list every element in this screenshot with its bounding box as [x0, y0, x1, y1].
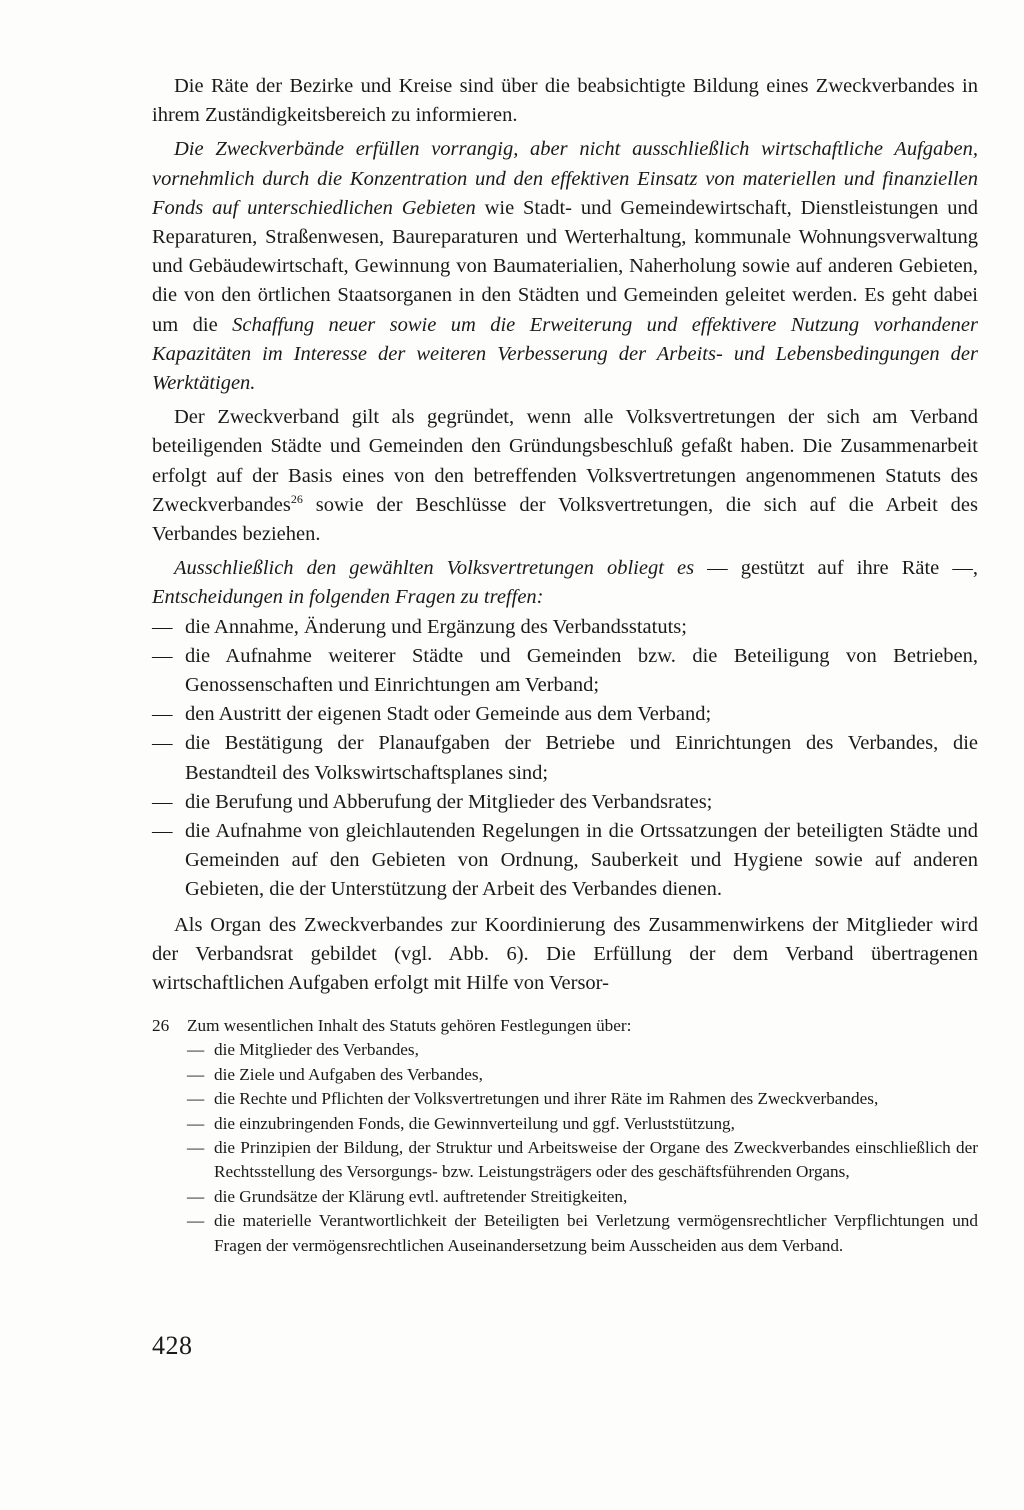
footnote-item-text: die Prinzipien der Bildung, der Struktur und Arbeitsweise der Organe des Zweckverbandes einschließlich der Rechtsstellung des Versorgungs- bzw. Leistungsträgers oder des geschäftsführenden Organs,	[214, 1138, 978, 1182]
footnote-number: 26	[152, 1016, 170, 1035]
list-item	[152, 700, 978, 729]
paragraph-5	[152, 911, 978, 999]
paragraph-2-emphasis-end: Schaffung neuer sowie um die Erweiterung und effektivere Nutzung vorhandener Kapazitäten im Interesse der weiteren Verbesserung der Arbeits- und Lebensbedingungen der Werktätigen.	[152, 313, 978, 395]
footnote-list-item	[187, 1136, 978, 1185]
list-item-text: die Bestätigung der Planaufgaben der Betriebe und Einrichtungen des Verbandes, die Bestandteil des Volkswirtschaftsplanes sind;	[185, 732, 978, 784]
footnote-item-text: die Grundsätze der Klärung evtl. auftretender Streitigkeiten,	[214, 1186, 628, 1206]
list-item	[152, 817, 978, 905]
dash-bullet: —	[152, 732, 173, 755]
list-item-text: die Aufnahme weiterer Städte und Gemeinden bzw. die Beteiligung von Betrieben, Genossenschaften und Einrichtungen am Verband;	[185, 644, 978, 697]
list-item-text: die Berufung und Abberufung der Mitglieder des Verbandsrates;	[185, 790, 713, 813]
paragraph-2-text: wie Stadt- und Gemeindewirtschaft, Dienstleistungen und Reparaturen, Straßenwesen, Baureparaturen und Werterhaltung, kommunale Wohnungsverwaltung und Gebäudewirtschaft, Gewinnung von Baumaterialien, Naherholung sowie auf anderen Gebieten, die von den örtlichen Staatsorganen in den Städten und Gemeinden geleitet werden. Es geht dabei um die	[152, 196, 978, 336]
list-item	[152, 642, 978, 700]
footnote-intro	[152, 1014, 978, 1038]
dash-bullet: —	[187, 1138, 205, 1158]
page-number: 428	[152, 1331, 193, 1360]
paragraph-1	[152, 72, 978, 130]
paragraph-4	[152, 554, 978, 612]
footnote-item-text: die Ziele und Aufgaben des Verbandes,	[214, 1064, 483, 1084]
footnote-list	[152, 1038, 978, 1258]
dash-bullet: —	[152, 790, 173, 813]
paragraph-3-text: Der Zweckverband gilt als gegründet, wenn alle Volksvertretungen der sich am Verband beteiligenden Städte und Gemeinden den Gründungsbeschluß gefaßt haben. Die Zusammenarbeit erfolgt auf der Basis eines von den betreffenden Volksvertretungen angenommenen Statuts des Zweckverbandes	[152, 406, 978, 516]
paragraph-2	[152, 135, 978, 398]
dash-bullet: —	[187, 1089, 205, 1109]
footnote-list-item	[187, 1038, 978, 1062]
decision-list	[152, 613, 978, 905]
dash-bullet: —	[187, 1186, 205, 1206]
list-item	[152, 729, 978, 787]
footnote-item-text: die einzubringenden Fonds, die Gewinnverteilung und ggf. Verluststützung,	[214, 1113, 735, 1133]
dash-bullet: —	[152, 644, 173, 667]
footnote-list-item	[187, 1185, 978, 1209]
paragraph-4-emphasis-end: Entscheidungen in folgenden Fragen zu treffen:	[152, 586, 544, 609]
footnote-item-text: die Rechte und Pflichten der Volksvertretungen und ihrer Räte im Rahmen des Zweckverbandes,	[214, 1089, 879, 1109]
footnote-list-item	[187, 1209, 978, 1258]
footnote-item-text: die materielle Verantwortlichkeit der Beteiligten bei Verletzung vermögensrechtlicher Verpflichtungen und Fragen der vermögensrechtlichen Auseinandersetzung beim Ausscheiden aus dem Verband.	[214, 1211, 978, 1255]
paragraph-2-emphasis: Die Zweckverbände erfüllen vorrangig, aber nicht ausschließlich wirtschaftliche Aufgaben, vornehmlich durch die Konzentration und den effektiven Einsatz von materiellen und finanziellen Fonds auf unterschiedlichen Gebieten	[152, 138, 978, 219]
main-text	[152, 72, 978, 998]
dash-bullet: —	[187, 1211, 205, 1231]
dash-bullet: —	[187, 1113, 205, 1133]
paragraph-1-text: Die Räte der Bezirke und Kreise sind über die beabsichtigte Bildung eines Zweckverbandes in ihrem Zuständigkeitsbereich zu informieren.	[152, 75, 978, 127]
dash-bullet: —	[152, 820, 173, 843]
dash-bullet: —	[152, 703, 173, 726]
paragraph-3-text-end: sowie der Beschlüsse der Volksvertretungen, die sich auf die Arbeit des Verbandes beziehen.	[152, 493, 978, 546]
footnote-list-item	[187, 1063, 978, 1087]
footnote-item-text: die Mitglieder des Verbandes,	[214, 1040, 419, 1060]
paragraph-4-text: — gestützt auf ihre Räte —,	[694, 557, 978, 580]
footnote-intro-text: Zum wesentlichen Inhalt des Statuts gehören Festlegungen über:	[187, 1016, 632, 1035]
footnote	[152, 1014, 978, 1258]
list-item-text: die Annahme, Änderung und Ergänzung des Verbandsstatuts;	[185, 615, 687, 638]
dash-bullet: —	[187, 1040, 205, 1060]
footnote-list-item	[187, 1112, 978, 1136]
footnote-list-item	[187, 1087, 978, 1111]
list-item-text: die Aufnahme von gleichlautenden Regelungen in die Ortssatzungen der beteiligten Städte und Gemeinden auf den Gebieten von Ordnung, Sauberkeit und Hygiene sowie auf anderen Gebieten, die der Unterstützung der Arbeit des Verbandes dienen.	[185, 820, 978, 901]
paragraph-4-emphasis: Ausschließlich den gewählten Volksvertretungen obliegt es	[174, 557, 695, 580]
paragraph-3	[152, 403, 978, 549]
list-item	[152, 613, 978, 642]
list-item	[152, 788, 978, 817]
paragraph-5-text: Als Organ des Zweckverbandes zur Koordinierung des Zusammenwirkens der Mitglieder wird der Verbandsrat gebildet (vgl. Abb. 6). Die Erfüllung der dem Verband übertragenen wirtschaftlichen Aufgaben erfolgt mit Hilfe von Versor-	[152, 913, 978, 995]
footnote-reference[interactable]: 26	[290, 492, 303, 507]
dash-bullet: —	[152, 615, 173, 638]
dash-bullet: —	[187, 1064, 205, 1084]
list-item-text: den Austritt der eigenen Stadt oder Gemeinde aus dem Verband;	[185, 703, 712, 726]
